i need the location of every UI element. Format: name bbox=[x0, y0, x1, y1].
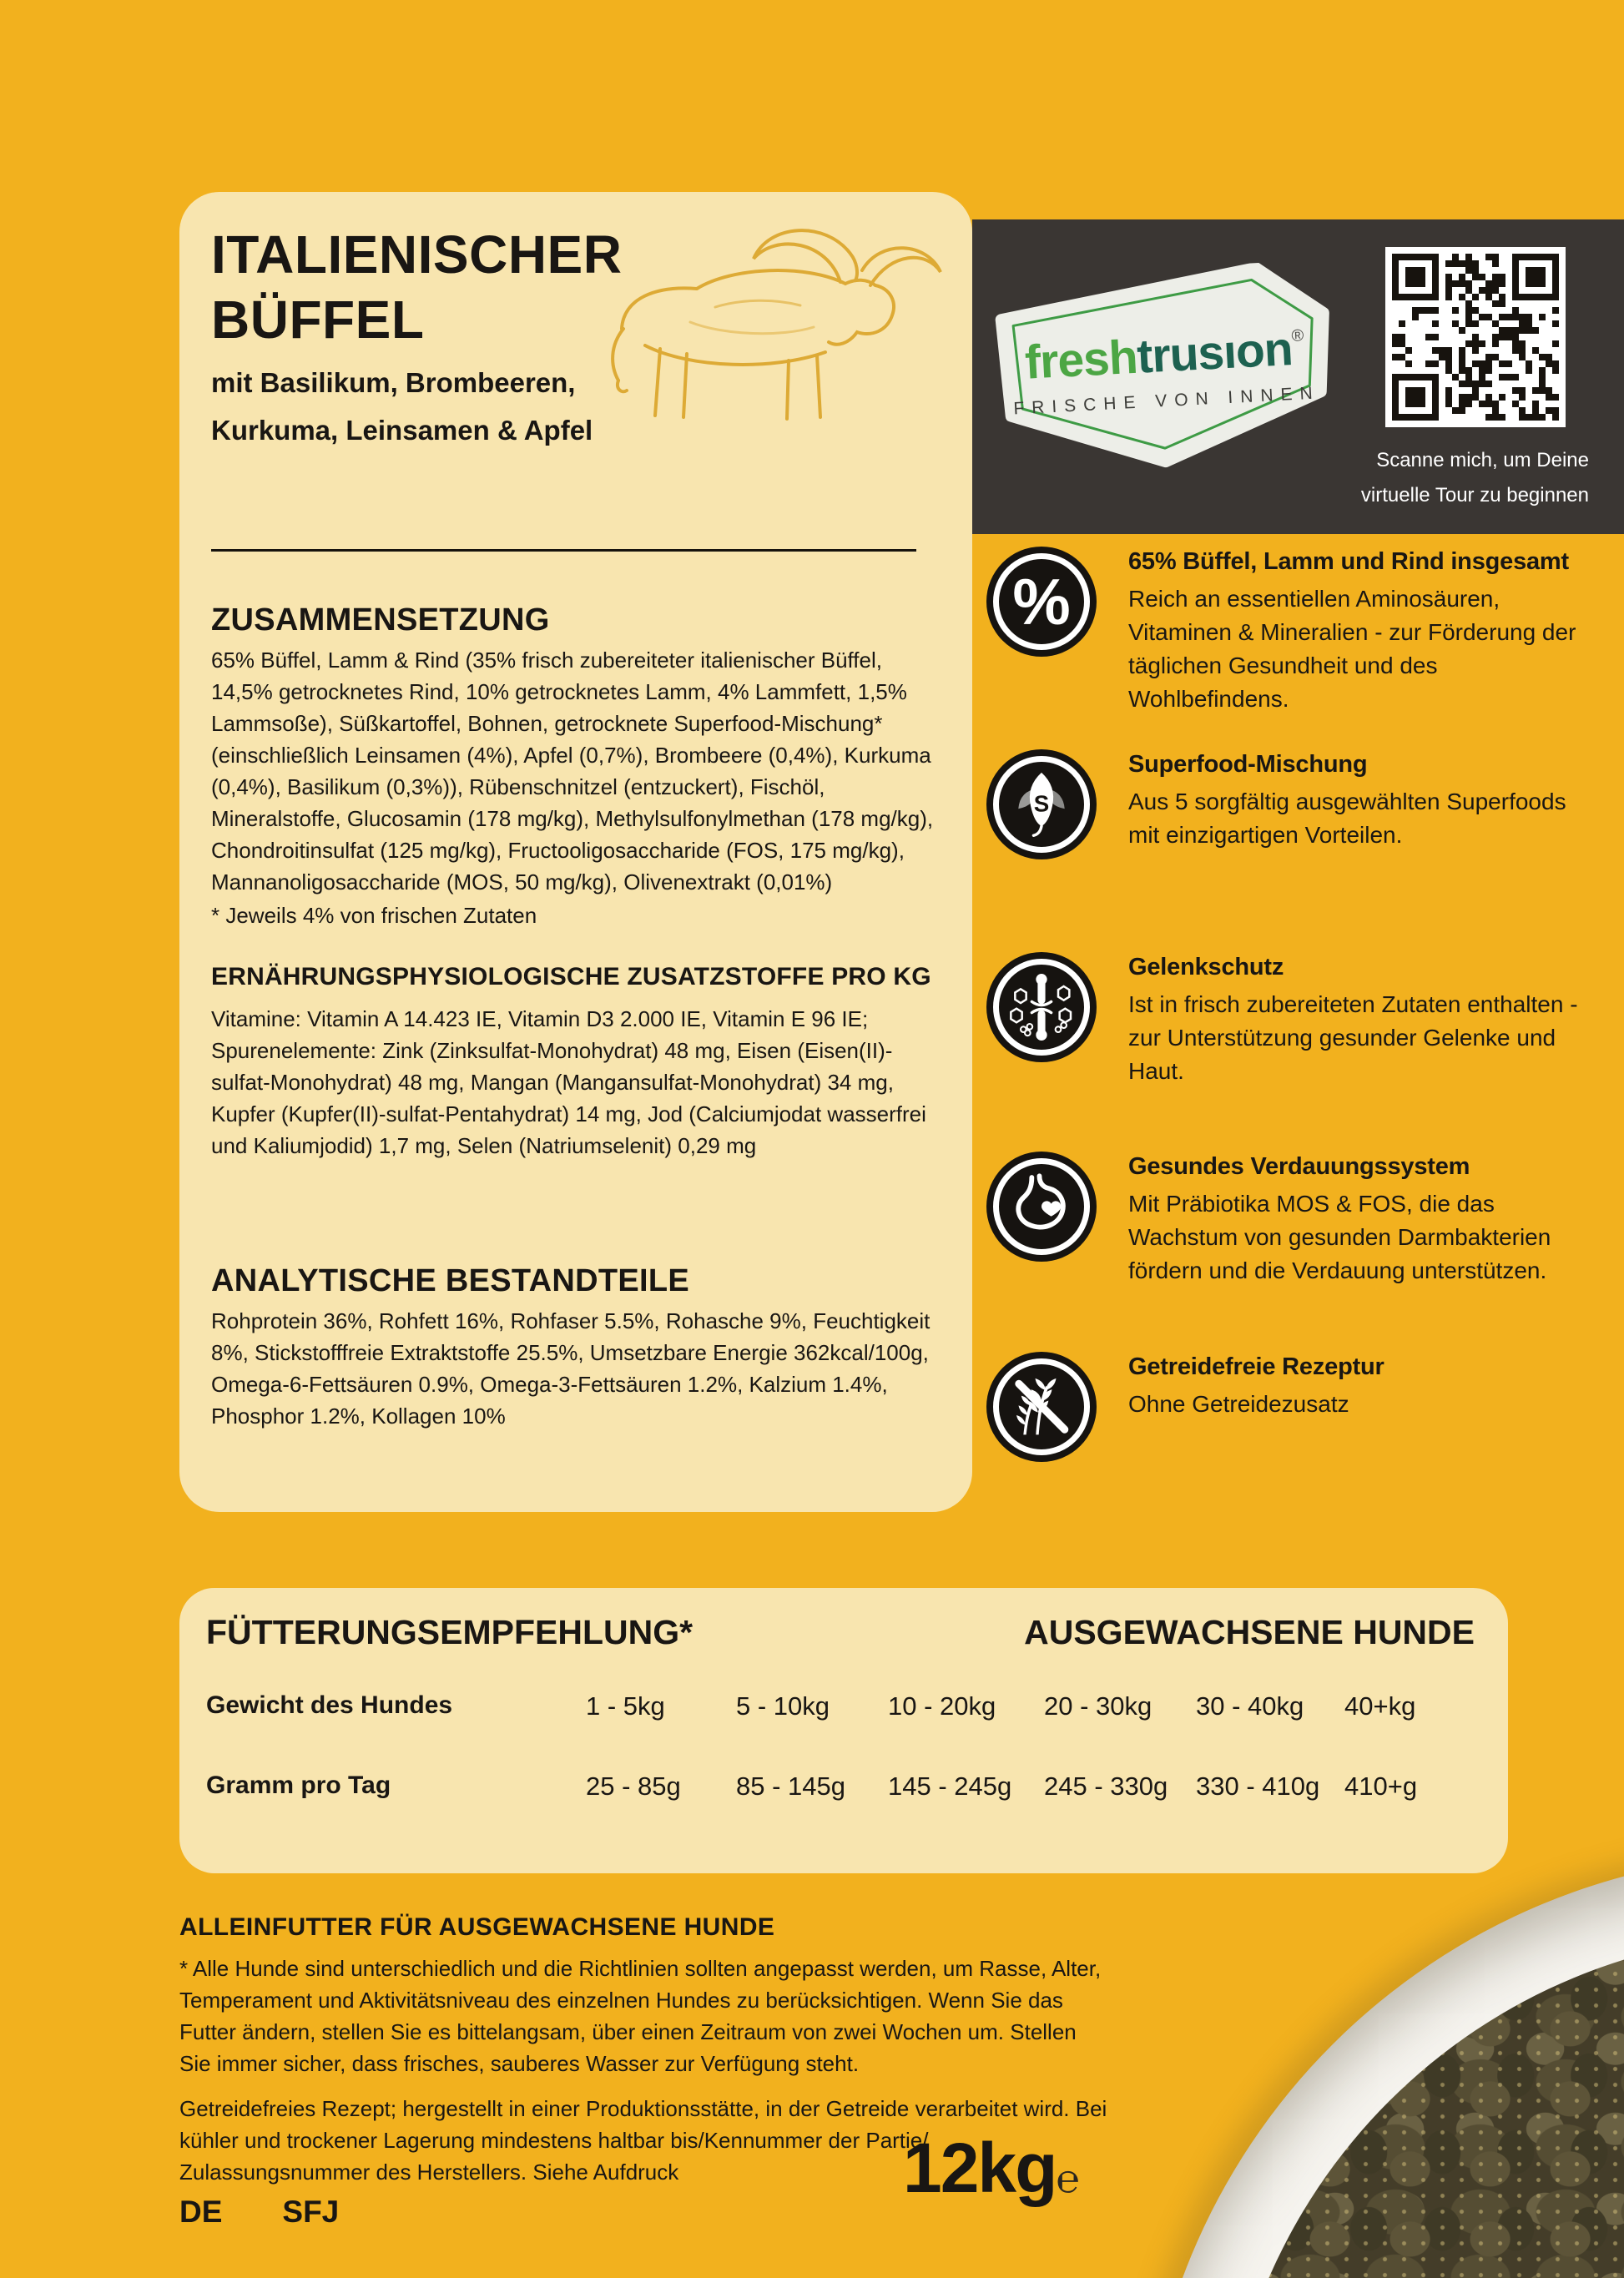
feeding-weight-row bbox=[206, 1691, 1483, 1721]
weight-col-5: 30 - 40kg bbox=[1196, 1691, 1304, 1721]
net-weight bbox=[903, 2128, 1080, 2209]
weight-col-1: 1 - 5kg bbox=[586, 1691, 665, 1721]
composition-note: * Jeweils 4% von frischen Zutaten bbox=[211, 903, 537, 928]
additives-heading: ERNÄHRUNGSPHYSIOLOGISCHE ZUSATZSTOFFE PRO KG bbox=[211, 963, 931, 990]
product-title bbox=[211, 222, 622, 352]
weight-col-2: 5 - 10kg bbox=[736, 1691, 830, 1721]
grams-col-4: 245 - 330g bbox=[1044, 1771, 1168, 1801]
registered-mark: ® bbox=[1291, 326, 1304, 345]
weight-col-3: 10 - 20kg bbox=[888, 1691, 996, 1721]
grams-col-1: 25 - 85g bbox=[586, 1771, 681, 1801]
product-subtitle-line2: Kurkuma, Leinsamen & Apfel bbox=[211, 415, 593, 446]
analytical-body: Rohprotein 36%, Rohfett 16%, Rohfaser 5.5%, Rohasche 9%, Feuchtigkeit 8%, Stickstofffreie Extraktstoffe 25.5%, Umsetzbare Energie 362kcal/100g, Omega-6-Fettsäuren 0.9%, Omega-3-Fettsäuren 1.2%, Kalzium 1.4%, Phosphor 1.2%, Kollagen 10% bbox=[211, 1308, 931, 1429]
product-title-line2: BÜFFEL bbox=[211, 290, 425, 350]
superfood-letter: S bbox=[1033, 790, 1050, 817]
feature-protein-title: 65% Büffel, Lamm und Rind insgesamt bbox=[1128, 548, 1569, 575]
freshtrusion-panel bbox=[972, 219, 1624, 534]
complete-food-heading: ALLEINFUTTER FÜR AUSGEWACHSENE HUNDE bbox=[179, 1913, 775, 1941]
grams-col-5: 330 - 410g bbox=[1196, 1771, 1320, 1801]
country-code: DE bbox=[179, 2195, 223, 2229]
composition-text: 65% Büffel, Lamm & Rind (35% frisch zubereiteter italienischer Büffel, 14,5% getrocknetes Rind, 10% getrocknetes Lamm, 4% Lammfett, 1,5% Lammsoße), Süßkartoffel, Bohnen, getrocknete Superfood-Mischung* (einschließlich Leinsamen (4%), Apfel (0,7%), Brombeere (0,4%), Kurkuma (0,4%), Basilikum (0,3%)), Rübenschnitzel (entzuckert), Fischöl, Mineralstoffe, Glucosamin (178 mg/kg), Methylsulfonylmethan (178 mg/kg), Chondroitinsulfat (125 mg/kg), Fructooligosaccharide (FOS, 175 mg/kg), Mannanoligosaccharide (MOS, 50 mg/kg), Olivenextrakt (0,01%) bbox=[211, 648, 934, 895]
feeding-heading: FÜTTERUNGSEMPFEHLUNG* bbox=[206, 1613, 693, 1651]
feature-digestion-text bbox=[1128, 1152, 1596, 1288]
qr-code bbox=[1385, 247, 1566, 427]
grain-free-icon bbox=[986, 1352, 1097, 1462]
origin-codes bbox=[179, 2195, 339, 2230]
feature-superfood bbox=[986, 749, 1607, 859]
feeding-grams-row bbox=[206, 1771, 1483, 1802]
feature-grain-free bbox=[986, 1352, 1607, 1462]
feature-digestion-body: Mit Präbiotika MOS & FOS, die das Wachstum von gesunden Darmbakterien fördern und die Verdauung unterstützen. bbox=[1128, 1191, 1551, 1283]
freshtrusion-tagline: FRISCHE VON INNEN bbox=[1012, 383, 1321, 419]
freshtrusion-badge bbox=[992, 260, 1338, 477]
analytical-heading: ANALYTISCHE BESTANDTEILE bbox=[211, 1263, 690, 1298]
feature-superfood-text bbox=[1128, 749, 1596, 859]
feature-protein bbox=[986, 547, 1607, 716]
product-subtitle bbox=[211, 359, 593, 454]
feature-joints-body: Ist in frisch zubereiteten Zutaten enthalten - zur Unterstützung gesunder Gelenke und Haut. bbox=[1128, 991, 1578, 1084]
feature-superfood-body: Aus 5 sorgfältig ausgewählten Superfoods mit einzigartigen Vorteilen. bbox=[1128, 789, 1566, 848]
composition-body bbox=[211, 644, 949, 931]
feature-grain-free-body: Ohne Getreidezusatz bbox=[1128, 1391, 1349, 1417]
grams-col-6: 410+g bbox=[1344, 1771, 1418, 1801]
freshtrusion-wordmark bbox=[1024, 320, 1305, 390]
feeding-audience-heading: AUSGEWACHSENE HUNDE bbox=[1024, 1613, 1475, 1651]
qr-caption-line1: Scanne mich, um Deine bbox=[1376, 449, 1589, 471]
additives-body: Vitamine: Vitamin A 14.423 IE, Vitamin D3 2.000 IE, Vitamin E 96 IE; Spurenelemente: Zink (Zinksulfat-Monohydrat) 48 mg, Eisen (Eisen(II)-sulfat-Monohydrat) 48 mg, Mangan (Mangansulfat-Monohydrat) 34 mg, Kupfer (Kupfer(II)-sulfat-Pentahydrat) 14 mg, Jod (Calciumjodat wasserfrei und Kaliumjodid) 1,7 mg, Selen (Natriumselenit) 0,29 mg bbox=[211, 1006, 926, 1158]
grams-col-3: 145 - 245g bbox=[888, 1771, 1012, 1801]
product-subtitle-line1: mit Basilikum, Brombeeren, bbox=[211, 367, 576, 398]
grams-col-2: 85 - 145g bbox=[736, 1771, 845, 1801]
title-divider bbox=[211, 549, 916, 552]
superfood-leaf-icon bbox=[986, 749, 1097, 859]
feature-digestion bbox=[986, 1152, 1607, 1288]
qr-caption bbox=[1361, 443, 1589, 513]
feature-joints-title: Gelenkschutz bbox=[1128, 954, 1284, 980]
brand-trusion: trusıon bbox=[1135, 322, 1294, 384]
kibble-bowl-photo bbox=[1142, 1854, 1624, 2278]
freshtrusion-logo bbox=[992, 260, 1338, 477]
grams-row-label: Gramm pro Tag bbox=[206, 1771, 391, 1799]
feeding-panel bbox=[179, 1588, 1508, 1873]
net-weight-value: 12kg bbox=[903, 2129, 1057, 2207]
feature-joints-text bbox=[1128, 952, 1596, 1088]
percent-symbol: % bbox=[1012, 564, 1071, 638]
weight-col-4: 20 - 30kg bbox=[1044, 1691, 1152, 1721]
qr-caption-line2: virtuelle Tour zu beginnen bbox=[1360, 484, 1589, 507]
feature-superfood-title: Superfood-Mischung bbox=[1128, 751, 1368, 778]
buffalo-illustration bbox=[590, 197, 957, 447]
percent-icon bbox=[986, 547, 1097, 657]
feeding-disclaimer: * Alle Hunde sind unterschiedlich und die Richtlinien sollten angepasst werden, um Rasse, Alter, Temperament und Aktivitätsniveau des einzelnen Hundes zu berücksichtigen. Wenn Sie das Futter ändern, stellen Sie es bittelangsam, über einen Zeitraum von zwei Wochen um. Stellen Sie immer sicher, dass frisches, sauberes Wasser zur Verfügung steht. bbox=[179, 1956, 1102, 2076]
info-panel bbox=[179, 192, 972, 1512]
estimated-sign: ℮ bbox=[1056, 2156, 1080, 2200]
feature-joints bbox=[986, 952, 1607, 1088]
feature-grain-free-text bbox=[1128, 1352, 1596, 1462]
composition-heading: ZUSAMMENSETZUNG bbox=[211, 602, 550, 638]
brand-fresh: fresh bbox=[1023, 330, 1139, 390]
joint-protection-icon bbox=[986, 952, 1097, 1062]
storage-note: Getreidefreies Rezept; hergestellt in einer Produktionsstätte, in der Getreide verarbeitet wird. Bei kühler und trockener Lagerung mindestens haltbar bis/Kennummer der Partie/ Zulassungsnummer des Herstellers. Siehe Aufdruck bbox=[179, 2096, 1107, 2185]
feature-protein-body: Reich an essentiellen Aminosäuren, Vitaminen & Mineralien - zur Förderung der täglichen Gesundheit und des Wohlbefindens. bbox=[1128, 586, 1576, 712]
product-title-line1: ITALIENISCHER bbox=[211, 224, 623, 285]
feature-digestion-title: Gesundes Verdauungssystem bbox=[1128, 1153, 1470, 1180]
feature-grain-free-title: Getreidefreie Rezeptur bbox=[1128, 1353, 1384, 1380]
feature-protein-text bbox=[1128, 547, 1596, 716]
kibble-texture bbox=[1222, 1934, 1624, 2278]
weight-row-label: Gewicht des Hundes bbox=[206, 1691, 453, 1719]
batch-code: SFJ bbox=[282, 2195, 340, 2229]
weight-col-6: 40+kg bbox=[1344, 1691, 1416, 1721]
digestion-stomach-icon bbox=[986, 1152, 1097, 1262]
